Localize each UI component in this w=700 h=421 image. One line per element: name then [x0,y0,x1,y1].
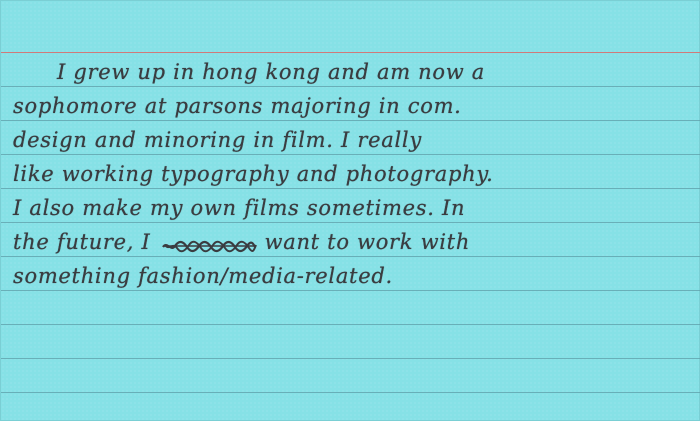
line-text: I also make my own films sometimes. In [13,196,466,220]
line-text-end: want to work with [264,230,471,254]
handwritten-line-6 [13,223,691,257]
handwritten-line-7 [13,257,691,291]
line-text: I grew up in hong kong and am now a [57,60,486,84]
handwritten-line-5 [13,189,691,223]
scribbled-out-word-icon [161,238,257,254]
line-text: like working typography and photography. [13,162,494,186]
ruled-line [1,392,700,393]
handwritten-line-2 [13,87,691,121]
ruled-line [1,358,700,359]
handwritten-line-4 [13,155,691,189]
ruled-line [1,324,700,325]
line-text: sophomore at parsons majoring in com. [13,94,462,118]
line-text: something fashion/media-related. [13,264,393,288]
line-text-start: the future, I [13,230,151,254]
line-text: design and minoring in film. I really [13,128,422,152]
handwritten-line-1 [13,53,691,87]
handwritten-line-3 [13,121,691,155]
